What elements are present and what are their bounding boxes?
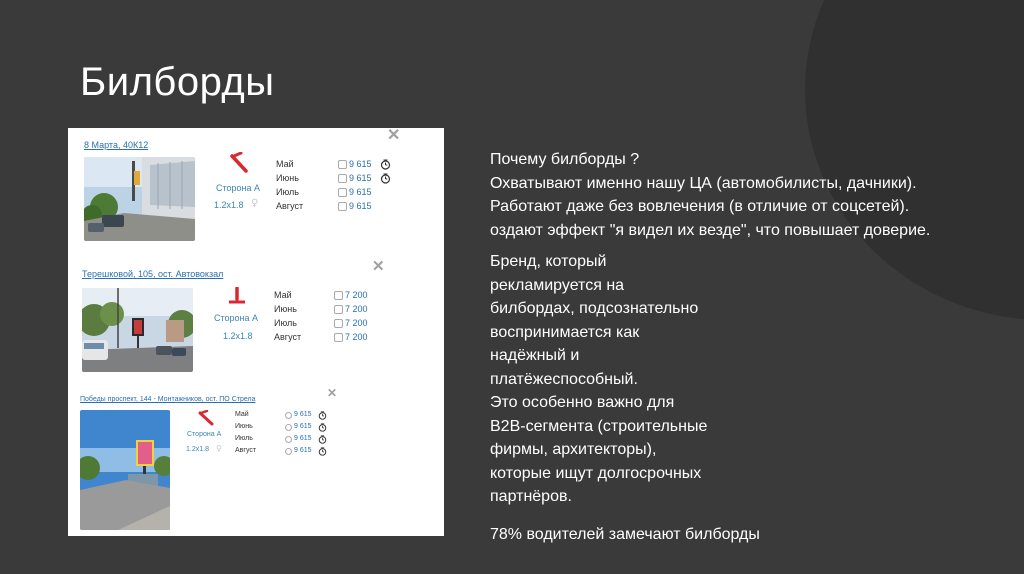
- body-line: билбордах, подсознательно: [490, 300, 699, 317]
- side-label: Сторона А: [214, 313, 259, 323]
- side-label: Сторона А: [216, 183, 261, 193]
- month-radio[interactable]: [285, 412, 292, 419]
- month-price: 9 615: [294, 423, 312, 430]
- month-price: 7 200: [345, 318, 368, 328]
- month-radio[interactable]: [285, 436, 292, 443]
- month-price: 9 615: [294, 435, 312, 442]
- size-label: 1.2x1.8: [186, 446, 209, 453]
- size-label: 1.2x1.8: [223, 331, 253, 341]
- stat-line: 78% водителей замечают билборды: [490, 525, 760, 543]
- month-name: Июль: [235, 435, 253, 442]
- month-price: 9 615: [294, 447, 312, 454]
- month-checkbox[interactable]: [338, 188, 347, 197]
- clock-icon: [318, 435, 327, 444]
- month-checkbox[interactable]: [338, 160, 347, 169]
- month-name: Май: [276, 159, 294, 169]
- month-price: 9 615: [349, 201, 372, 211]
- body-line: Охватывают именно нашу ЦА (автомобилисты, дачники).: [490, 174, 917, 192]
- month-price: 7 200: [345, 290, 368, 300]
- month-name: Июнь: [235, 423, 253, 430]
- size-label: 1.2x1.8: [214, 200, 244, 210]
- body-line: воспринимается как: [490, 323, 640, 341]
- month-radio[interactable]: [285, 448, 292, 455]
- month-price: 7 200: [345, 304, 368, 314]
- month-checkbox[interactable]: [334, 333, 343, 342]
- side-arrow-icon: [230, 152, 250, 174]
- body-line: Бренд, который: [490, 253, 607, 270]
- clock-icon: [380, 173, 391, 184]
- body-line: фирмы, архитекторы),: [490, 441, 657, 458]
- clock-icon: [318, 447, 327, 456]
- body-line: рекламируется на: [490, 276, 625, 294]
- body-line: платёжеспособный.: [490, 370, 638, 388]
- month-name: Август: [274, 332, 302, 342]
- close-icon[interactable]: ✕: [387, 127, 401, 144]
- month-checkbox[interactable]: [334, 305, 343, 314]
- lightbulb-icon: ♀: [216, 444, 222, 453]
- body-line: Почему билборды ?: [490, 151, 640, 168]
- month-checkbox[interactable]: [338, 174, 347, 183]
- month-name: Май: [274, 290, 292, 300]
- billboard-photo: [82, 288, 193, 372]
- billboard-photo: [84, 157, 195, 241]
- close-icon[interactable]: ✕: [372, 258, 385, 275]
- month-checkbox[interactable]: [334, 319, 343, 328]
- month-radio[interactable]: [285, 424, 292, 431]
- month-name: Июнь: [276, 173, 299, 183]
- listing-address-link[interactable]: 8 Марта, 40К12: [84, 140, 149, 150]
- month-checkbox[interactable]: [338, 202, 347, 211]
- side-arrow-icon: [198, 410, 214, 426]
- month-name: Август: [276, 201, 304, 211]
- billboard-photo: [80, 410, 170, 530]
- side-arrow-icon: [228, 287, 246, 305]
- month-name: Август: [235, 447, 257, 454]
- slide-title: Билборды: [80, 60, 275, 104]
- month-checkbox[interactable]: [334, 291, 343, 300]
- slide-body-text: [490, 148, 990, 546]
- month-price: 9 615: [349, 173, 372, 183]
- side-label: Сторона А: [187, 431, 222, 438]
- listing-address-link[interactable]: Терешковой, 105, ост. Автовокзал: [82, 269, 224, 279]
- month-name: Май: [235, 411, 249, 418]
- month-name: Июль: [274, 318, 297, 328]
- month-price: 9 615: [294, 411, 312, 418]
- body-line: надёжный и: [490, 347, 580, 364]
- body-line: Это особенно важно для: [490, 394, 675, 411]
- month-name: Июль: [276, 187, 299, 197]
- body-line: которые ищут долгосрочных: [490, 464, 702, 482]
- body-line: B2B-сегмента (строительные: [490, 417, 708, 435]
- month-price: 9 615: [349, 159, 372, 169]
- body-line: оздают эффект "я видел их везде", что повышает доверие.: [490, 221, 931, 239]
- clock-icon: [318, 423, 327, 432]
- month-price: 7 200: [345, 332, 368, 342]
- body-line: партнёров.: [490, 488, 572, 505]
- listing-address-link[interactable]: Победы проспект, 144 - Монтажников, ост. ПО Стрела: [80, 396, 256, 403]
- month-price: 9 615: [349, 187, 372, 197]
- body-line: Работают даже без вовлечения (в отличие от соцсетей).: [490, 198, 910, 215]
- clock-icon: [380, 159, 391, 170]
- lightbulb-icon: ♀: [251, 198, 259, 209]
- clock-icon: [318, 411, 327, 420]
- billboard-screenshot-panel: [68, 128, 444, 536]
- close-icon[interactable]: ✕: [327, 386, 338, 400]
- month-name: Июнь: [274, 304, 297, 314]
